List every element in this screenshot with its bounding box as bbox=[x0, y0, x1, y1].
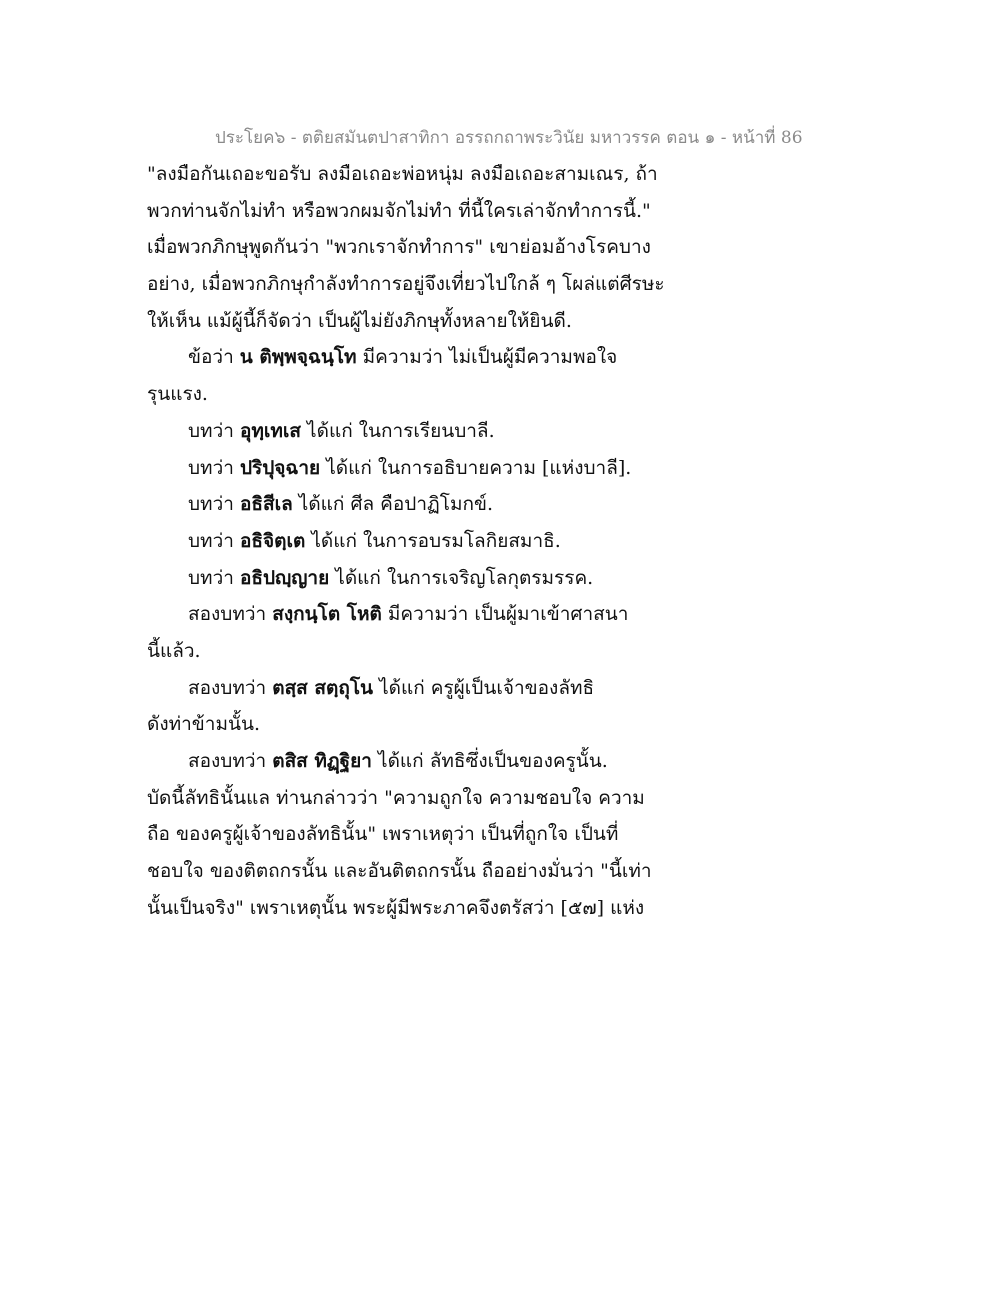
text-line: ให้เห็น แม้ผู้นี้ก็จัดว่า เป็นผู้ไม่ยังภิกษุทั้งหลายให้ยินดี. bbox=[147, 309, 572, 332]
pali-term: อธิปญฺญาย bbox=[239, 566, 330, 589]
definition-text: ได้แก่ ในการเรียนบาลี. bbox=[301, 419, 495, 442]
intro-text: บทว่า bbox=[188, 419, 240, 442]
term-definition-line bbox=[147, 674, 707, 711]
intro-text: สองบทว่า bbox=[188, 603, 273, 626]
term-definition-line bbox=[147, 343, 707, 380]
text-line: พวกท่านจักไม่ทำ หรือพวกผมจักไม่ทำ ที่นี้ใครเล่าจักทำการนี้." bbox=[147, 199, 651, 222]
text-line: ชอบใจ ของติตถกรนั้น และอันติตถกรนั้น ถืออย่างมั่นว่า "นี้เท่า bbox=[147, 860, 652, 883]
definition-text: ได้แก่ ในการอบรมโลกิยสมาธิ. bbox=[305, 529, 561, 552]
definition-text: ได้แก่ ศีล คือปาฏิโมกข์. bbox=[292, 493, 494, 516]
pali-term: สงฺกนฺโต โหติ bbox=[272, 603, 382, 626]
term-definition-line bbox=[147, 747, 707, 784]
text-line: เมื่อพวกภิกษุพูดกันว่า "พวกเราจักทำการ" เขาย่อมอ้างโรคบาง bbox=[147, 236, 651, 259]
term-definition-line bbox=[147, 454, 707, 491]
term-definition-line bbox=[147, 490, 707, 527]
pali-term: อธิสีเล bbox=[239, 493, 293, 516]
intro-text: บทว่า bbox=[188, 456, 240, 479]
definition-text: มีความว่า เป็นผู้มาเข้าศาสนา bbox=[381, 603, 629, 626]
intro-text: บทว่า bbox=[188, 566, 240, 589]
intro-text: บทว่า bbox=[188, 493, 240, 516]
pali-term: ตสิส ทิฏฺฐิยา bbox=[272, 750, 372, 772]
pali-term: อุทฺเทเส bbox=[239, 419, 302, 442]
text-line: บัดนี้ลัทธินั้นแล ท่านกล่าวว่า "ความถูกใจ ความชอบใจ ความ bbox=[147, 786, 645, 809]
definition-text: ได้แก่ ครูผู้เป็นเจ้าของลัทธิ bbox=[373, 676, 595, 699]
text-line: ดังท่าข้ามนั้น. bbox=[147, 713, 261, 736]
definition-text: มีความว่า ไม่เป็นผู้มีความพอใจ bbox=[356, 346, 618, 369]
text-line: ถือ ของครูผู้เจ้าของลัทธินั้น" เพราเหตุว่า เป็นที่ถูกใจ เป็นที่ bbox=[147, 823, 619, 846]
document-body bbox=[147, 160, 707, 930]
text-line: นี้แล้ว. bbox=[147, 639, 201, 662]
text-line: นั้นเป็นจริง" เพราเหตุนั้น พระผู้มีพระภาคจึงตรัสว่า [๕๗] แห่ง bbox=[147, 896, 645, 919]
intro-text: สองบทว่า bbox=[188, 750, 273, 772]
intro-text: บทว่า bbox=[188, 529, 240, 552]
pali-term: ตสฺส สตฺถุโน bbox=[272, 676, 374, 699]
text-line: อย่าง, เมื่อพวกภิกษุกำลังทำการอยู่จึงเที่ยวไปใกล้ ๆ โผล่แต่ศีรษะ bbox=[147, 273, 665, 296]
page-header: ประโยค๖ - ตติยสมันตปาสาทิกา อรรถกถาพระวินัย มหาวรรค ตอน ๑ - หน้าที่ 86 bbox=[215, 128, 803, 148]
intro-text: สองบทว่า bbox=[188, 676, 273, 699]
term-definition-line bbox=[147, 527, 707, 564]
pali-term: ปริปุจฺฉาย bbox=[239, 456, 321, 479]
pali-term: น ติพฺพจฺฉนฺโท bbox=[239, 346, 357, 369]
definition-text: ได้แก่ ในการอธิบายความ [แห่งบาลี]. bbox=[320, 456, 632, 479]
definition-text: ได้แก่ ลัทธิซึ่งเป็นของครูนั้น. bbox=[371, 750, 608, 772]
definition-text: ได้แก่ ในการเจริญโลกุตรมรรค. bbox=[329, 566, 594, 589]
term-definition-line bbox=[147, 417, 707, 454]
term-definition-line bbox=[147, 600, 707, 637]
pali-term: อธิจิตฺเต bbox=[239, 529, 306, 552]
text-line: รุนแรง. bbox=[147, 383, 208, 406]
text-line: "ลงมือกันเถอะขอรับ ลงมือเถอะพ่อหนุ่ม ลงมือเถอะสามเณร, ถ้า bbox=[147, 163, 658, 185]
intro-text: ข้อว่า bbox=[188, 346, 240, 369]
term-definition-line bbox=[147, 564, 707, 601]
